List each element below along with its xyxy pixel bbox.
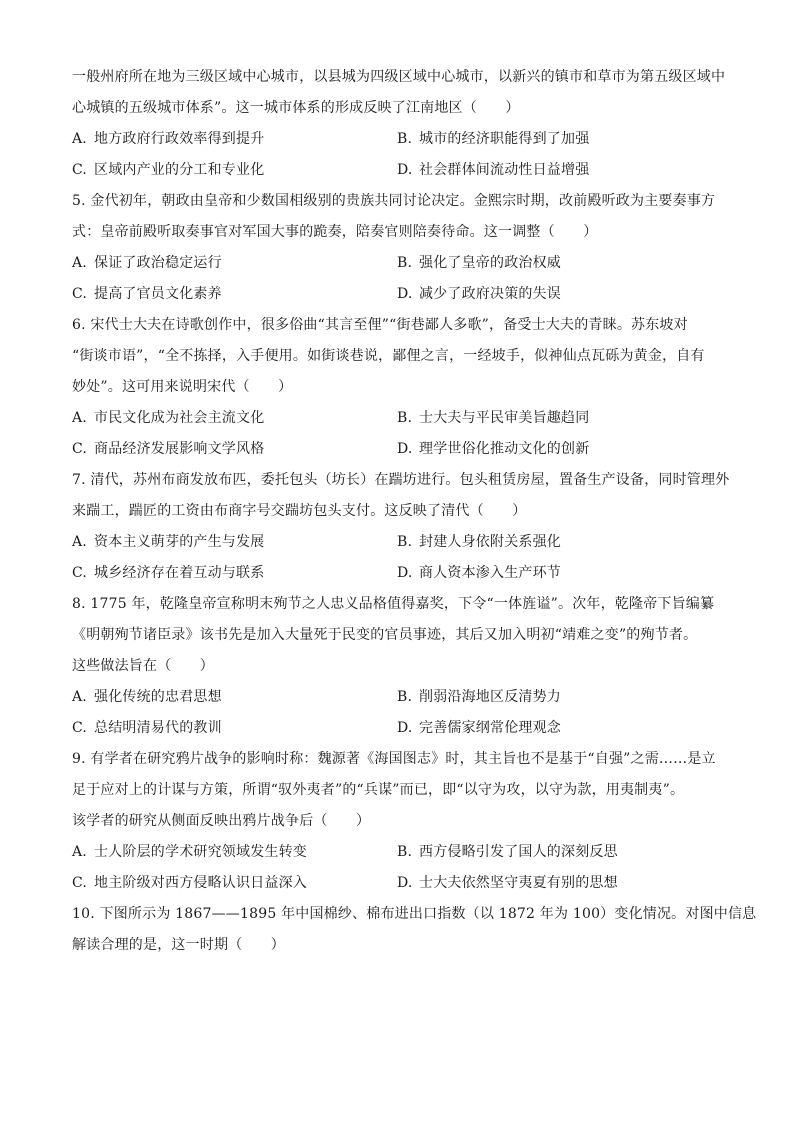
question-stem-line: 6. 宋代士大夫在诗歌创作中，很多俗曲“其言至俚”“街巷鄙人多歌”，备受士大夫的青睐。苏东坡对 [72, 317, 688, 333]
question-7 [72, 465, 730, 589]
question-stem-line: 解读合理的是，这一时期（ ） [72, 937, 285, 953]
question-stem-line: 妙处”。这可用来说明宋代（ ） [72, 379, 293, 395]
question-10 [72, 899, 757, 961]
question-stem-line: 心城镇的五级城市体系”。这一城市体系的形成反映了江南地区（ ） [72, 100, 520, 116]
option-c[interactable]: C. 商品经济发展影响文学风格 [72, 441, 265, 457]
option-a[interactable]: A. 强化传统的忠君思想 [72, 689, 222, 705]
options-row [72, 682, 722, 713]
option-d[interactable]: D. 理学世俗化推动文化的创新 [397, 441, 590, 457]
options-row [72, 558, 722, 589]
option-a[interactable]: A. 资本主义萌芽的产生与发展 [72, 534, 265, 550]
option-b[interactable]: B. 西方侵略引发了国人的深刻反思 [397, 844, 618, 860]
options-row [72, 124, 722, 155]
question-9 [72, 744, 722, 899]
options-row [72, 837, 722, 868]
question-stem-line: 一般州府所在地为三级区域中心城市，以县城为四级区域中心城市，以新兴的镇市和草市为第五级区域中 [72, 69, 726, 85]
question-stem-line: 10. 下图所示为 1867——1895 年中国棉纱、棉布进出口指数（以 1872 年为 100）变化情况。对图中信息 [72, 906, 757, 922]
option-c[interactable]: C. 地主阶级对西方侵略认识日益深入 [72, 875, 307, 891]
question-stem-line: “街谈市语”，“全不拣择，入手便用。如街谈巷说，鄙俚之言，一经坡手，似神仙点瓦砾为黄金，自有 [72, 348, 705, 364]
option-a[interactable]: A. 地方政府行政效率得到提升 [72, 131, 265, 147]
option-d[interactable]: D. 商人资本渗入生产环节 [397, 565, 561, 581]
question-5 [72, 186, 722, 310]
question-stem-line: 5. 金代初年，朝政由皇帝和少数国相级别的贵族共同讨论决定。金熙宗时期，改前殿听政为主要奏事方 [72, 193, 716, 209]
options-row [72, 434, 722, 465]
exam-page [72, 62, 757, 961]
option-b[interactable]: B. 士大夫与平民审美旨趣趋同 [397, 410, 590, 426]
options-row [72, 403, 722, 434]
option-a[interactable]: A. 士人阶层的学术研究领域发生转变 [72, 844, 307, 860]
option-b[interactable]: B. 城市的经济职能得到了加强 [397, 131, 590, 147]
option-d[interactable]: D. 减少了政府决策的失误 [397, 286, 561, 302]
option-a[interactable]: A. 市民文化成为社会主流文化 [72, 410, 265, 426]
options-row [72, 713, 722, 744]
question-stem-line: 来踹工，踹匠的工资由布商字号交踹坊包头支付。这反映了清代（ ） [72, 503, 527, 519]
option-d[interactable]: D. 社会群体间流动性日益增强 [397, 162, 590, 178]
question-stem-line: 该学者的研究从侧面反映出鸦片战争后（ ） [72, 813, 371, 829]
question-stem-line: 足于应对上的计谋与方策，所谓“驭外夷者”的“兵谋”而已，即“以守为攻，以守为款，用夷制夷”。 [72, 782, 685, 798]
option-c[interactable]: C. 提高了官员文化素养 [72, 286, 222, 302]
question-stem-line: 7. 清代，苏州布商发放布匹，委托包头（坊长）在踹坊进行。包头租赁房屋，置备生产设备，同时管理外 [72, 472, 730, 488]
option-c[interactable]: C. 区域内产业的分工和专业化 [72, 162, 265, 178]
options-row [72, 155, 722, 186]
option-d[interactable]: D. 完善儒家纲常伦理观念 [397, 720, 561, 736]
question-stem-line: 9. 有学者在研究鸦片战争的影响时称：魏源著《海国图志》时，其主旨也不是基于“自强”之需……是立 [72, 751, 716, 767]
options-row [72, 527, 722, 558]
question-stem-line: 式：皇帝前殿听取奏事官对军国大事的跪奏，陪奏官则陪奏待命。这一调整（ ） [72, 224, 598, 240]
option-b[interactable]: B. 强化了皇帝的政治权威 [397, 255, 561, 271]
question-stem-line: 这些做法旨在（ ） [72, 658, 214, 674]
options-row [72, 248, 722, 279]
question-8 [72, 589, 722, 744]
option-c[interactable]: C. 城乡经济存在着互动与联系 [72, 565, 265, 581]
option-c[interactable]: C. 总结明清易代的教训 [72, 720, 222, 736]
option-b[interactable]: B. 削弱沿海地区反清势力 [397, 689, 561, 705]
option-a[interactable]: A. 保证了政治稳定运行 [72, 255, 222, 271]
options-row [72, 868, 722, 899]
option-d[interactable]: D. 士大夫依然坚守夷夏有别的思想 [397, 875, 618, 891]
options-row [72, 279, 722, 310]
option-b[interactable]: B. 封建人身依附关系强化 [397, 534, 561, 550]
question-6 [72, 310, 722, 465]
question-4-continued [72, 62, 726, 186]
question-stem-line: 8. 1775 年，乾隆皇帝宣称明末殉节之人忠义品格值得嘉奖，下令“一体旌谥”。次年，乾隆帝下旨编纂 [72, 596, 715, 612]
question-stem-line: 《明朝殉节诸臣录》该书先是加入大量死于民变的官员事迹，其后又加入明初“靖难之变”的殉节者。 [72, 627, 698, 643]
